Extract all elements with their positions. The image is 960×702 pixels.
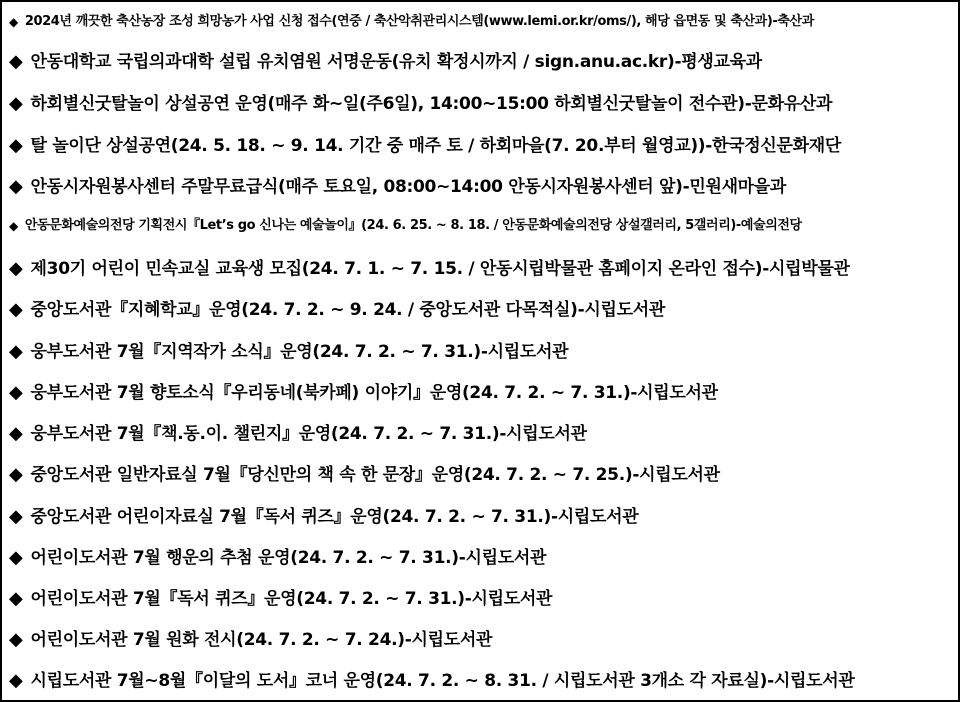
- diamond-bullet-icon: ◆: [9, 464, 23, 485]
- notice-item: [9, 11, 952, 33]
- notice-item-text: 시립도서관 7월~8월『이달의 도서』코너 운영(24. 7. 2. ~ 8. 31. / 시립도서관 3개소 각 자료실)-시립도서관: [30, 670, 855, 691]
- notice-item: [9, 586, 952, 612]
- notice-item-text: 안동대학교 국립의과대학 설립 유치염원 서명운동(유치 확정시까지 / sign.anu.ac.kr)-평생교육과: [30, 51, 762, 72]
- diamond-bullet-icon: ◆: [9, 176, 23, 197]
- diamond-bullet-icon: ◆: [9, 423, 23, 444]
- notice-item-text: 중앙도서관 일반자료실 7월『당신만의 책 속 한 문장』운영(24. 7. 2. ~ 7. 25.)-시립도서관: [30, 464, 720, 485]
- diamond-bullet-icon: ◆: [9, 382, 23, 403]
- notice-item: [9, 174, 952, 200]
- diamond-bullet-icon: ◆: [9, 219, 18, 233]
- notice-item-text: 안동시자원봉사센터 주말무료급식(매주 토요일, 08:00~14:00 안동시자원봉사센터 앞)-민원새마을과: [30, 176, 787, 197]
- notice-item: [9, 91, 952, 117]
- notice-item-text: 안동문화예술의전당 기획전시『Let’s go 신나는 예술놀이』(24. 6. 25. ~ 8. 18. / 안동문화예술의전당 상설갤러리, 5갤러리)-예술의전당: [24, 217, 802, 233]
- notice-item: [9, 380, 952, 406]
- diamond-bullet-icon: ◆: [9, 588, 23, 609]
- notice-item-text: 중앙도서관 어린이자료실 7월『독서 퀴즈』운영(24. 7. 2. ~ 7. 31.)-시립도서관: [30, 506, 639, 527]
- notice-item: [9, 214, 952, 238]
- notice-item: [9, 421, 952, 447]
- notice-item: [9, 627, 952, 653]
- diamond-bullet-icon: ◆: [9, 341, 23, 362]
- diamond-bullet-icon: ◆: [9, 93, 23, 114]
- diamond-bullet-icon: ◆: [9, 15, 18, 29]
- notice-item: [9, 339, 952, 365]
- notice-item: [9, 297, 952, 323]
- notice-item-text: 2024년 깨끗한 축산농장 조성 희망농가 사업 신청 접수(연중 / 축산악취관리시스템(www.lemi.or.kr/oms/), 해당 읍면동 및 축산과)-축산과: [24, 13, 814, 29]
- notice-item-text: 웅부도서관 7월『지역작가 소식』운영(24. 7. 2. ~ 7. 31.)-시립도서관: [30, 341, 569, 362]
- notice-item: [9, 49, 952, 75]
- notice-item-text: 제30기 어린이 민속교실 교육생 모집(24. 7. 1. ~ 7. 15. / 안동시립박물관 홈페이지 온라인 접수)-시립박물관: [30, 258, 850, 279]
- notice-item-text: 웅부도서관 7월『책.동.이. 챌린지』운영(24. 7. 2. ~ 7. 31.)-시립도서관: [30, 423, 587, 444]
- diamond-bullet-icon: ◆: [9, 135, 23, 156]
- notice-item-text: 어린이도서관 7월 행운의 추첨 운영(24. 7. 2. ~ 7. 31.)-시립도서관: [30, 547, 547, 568]
- notice-item-text: 중앙도서관『지혜학교』운영(24. 7. 2. ~ 9. 24. / 중앙도서관 다목적실)-시립도서관: [30, 299, 665, 320]
- notice-item-text: 탈 놀이단 상설공연(24. 5. 18. ~ 9. 14. 기간 중 매주 토 / 하회마을(7. 20.부터 월영교))-한국정신문화재단: [30, 135, 842, 156]
- diamond-bullet-icon: ◆: [9, 670, 23, 691]
- diamond-bullet-icon: ◆: [9, 258, 23, 279]
- notice-item-text: 하회별신굿탈놀이 상설공연 운영(매주 화~일(주6일), 14:00~15:00 하회별신굿탈놀이 전수관)-문화유산과: [30, 93, 833, 114]
- diamond-bullet-icon: ◆: [9, 299, 23, 320]
- diamond-bullet-icon: ◆: [9, 506, 23, 527]
- notice-item-text: 어린이도서관 7월 원화 전시(24. 7. 2. ~ 7. 24.)-시립도서관: [30, 629, 493, 650]
- notice-item: [9, 462, 952, 488]
- notice-item: [9, 668, 952, 694]
- diamond-bullet-icon: ◆: [9, 547, 23, 568]
- notice-item-text: 어린이도서관 7월『독서 퀴즈』운영(24. 7. 2. ~ 7. 31.)-시립도서관: [30, 588, 553, 609]
- notice-item: [9, 133, 952, 159]
- notice-item: [9, 504, 952, 530]
- notice-item: [9, 256, 952, 282]
- diamond-bullet-icon: ◆: [9, 51, 23, 72]
- notice-item-text: 웅부도서관 7월 향토소식『우리동네(북카페) 이야기』운영(24. 7. 2. ~ 7. 31.)-시립도서관: [30, 382, 718, 403]
- notice-item: [9, 545, 952, 571]
- diamond-bullet-icon: ◆: [9, 629, 23, 650]
